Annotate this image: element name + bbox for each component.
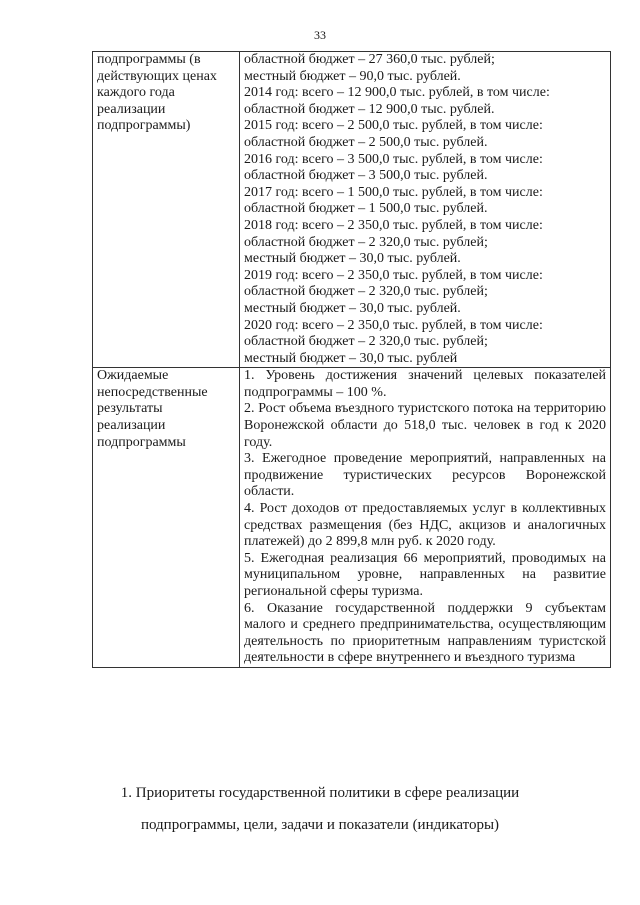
funding-label-line: реализации [97, 101, 166, 117]
funding-values-cell [240, 52, 611, 368]
funding-line: 2014 год: всего – 12 900,0 тыс. рублей, в том числе: [244, 85, 550, 101]
funding-line: областной бюджет – 27 360,0 тыс. рублей; [244, 52, 495, 67]
funding-line: 2015 год: всего – 2 500,0 тыс. рублей, в том числе: [244, 118, 543, 134]
table-row-results [93, 368, 611, 668]
funding-line: местный бюджет – 30,0 тыс. рублей [244, 350, 458, 366]
funding-line: областной бюджет – 2 320,0 тыс. рублей; [244, 234, 488, 250]
results-label-line: реализации [97, 418, 166, 434]
result-item: 2. Рост объема въездного туристского потока на территорию Воронежской области до 518,0 тыс. человек в год к 2020 году. [244, 401, 606, 450]
results-label-cell [93, 368, 240, 668]
section-heading-line2: подпрограммы, цели, задачи и показатели (индикаторы) [140, 817, 500, 833]
funding-line: областной бюджет – 2 320,0 тыс. рублей; [244, 334, 488, 350]
funding-line: местный бюджет – 90,0 тыс. рублей. [244, 68, 461, 84]
result-item: 5. Ежегодная реализация 66 мероприятий, проводимых на муниципальном уровне, направленных на развитие региональной сферы туризма. [244, 550, 606, 599]
funding-line: областной бюджет – 2 500,0 тыс. рублей. [244, 134, 488, 150]
funding-line: местный бюджет – 30,0 тыс. рублей. [244, 300, 461, 316]
funding-label-line: подпрограммы (в [97, 52, 201, 67]
funding-label-line: действующих ценах [97, 68, 217, 84]
result-item: 3. Ежегодное проведение мероприятий, направленных на продвижение туристических ресурсов Воронежской области. [244, 451, 606, 500]
funding-label-line: каждого года [97, 85, 175, 101]
passport-table [92, 51, 611, 668]
results-values-cell [240, 368, 611, 668]
results-label-line: результаты [97, 401, 163, 417]
funding-line: 2019 год: всего – 2 350,0 тыс. рублей, в том числе: [244, 267, 543, 283]
funding-line: областной бюджет – 3 500,0 тыс. рублей. [244, 168, 488, 184]
funding-label-cell [93, 52, 240, 368]
funding-line: областной бюджет – 2 320,0 тыс. рублей; [244, 284, 488, 300]
results-label-line: непосредственные [97, 384, 208, 400]
funding-line: 2018 год: всего – 2 350,0 тыс. рублей, в том числе: [244, 217, 543, 233]
results-label-line: Ожидаемые [97, 368, 169, 384]
result-item: 4. Рост доходов от предоставляемых услуг в коллективных средствах размещения (без НДС, акцизов и аналогичных платежей) до 2 899,8 млн руб. к 2020 году. [244, 501, 606, 550]
table-row-funding [93, 52, 611, 368]
funding-label-line: подпрограммы) [97, 118, 191, 134]
funding-line: областной бюджет – 1 500,0 тыс. рублей. [244, 201, 488, 217]
result-item: 6. Оказание государственной поддержки 9 субъектам малого и среднего предпринимательства, осуществляющим деятельность по приоритетным направлениям туристской деятельности в сфере внутреннего и въездного туризма [244, 600, 606, 666]
funding-line: областной бюджет – 12 900,0 тыс. рублей. [244, 101, 495, 117]
funding-line: 2017 год: всего – 1 500,0 тыс. рублей, в том числе: [244, 184, 543, 200]
results-label-line: подпрограммы [97, 434, 186, 450]
page-number: 33 [314, 28, 326, 42]
funding-line: местный бюджет – 30,0 тыс. рублей. [244, 251, 461, 267]
funding-line: 2016 год: всего – 3 500,0 тыс. рублей, в том числе: [244, 151, 543, 167]
funding-line: 2020 год: всего – 2 350,0 тыс. рублей, в том числе: [244, 317, 543, 333]
result-item: 1. Уровень достижения значений целевых показателей подпрограммы – 100 %. [244, 368, 606, 400]
section-heading-line1: 1. Приоритеты государственной политики в сфере реализации [120, 785, 520, 801]
